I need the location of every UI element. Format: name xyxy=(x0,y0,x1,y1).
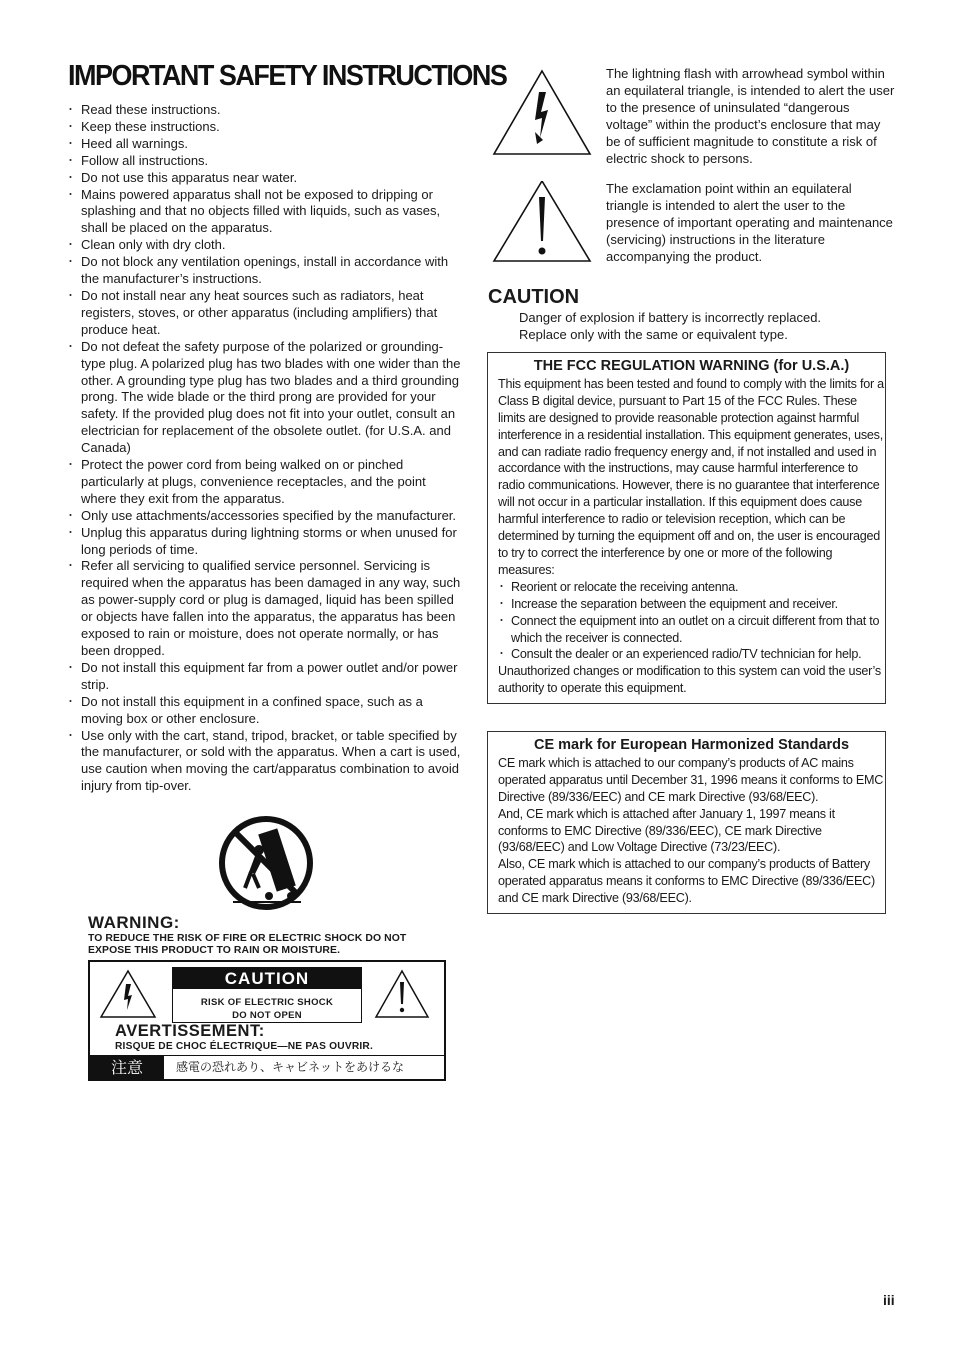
fcc-measure: ・ Consult the dealer or an experienced radio/TV technician for help. xyxy=(498,646,885,663)
instruction-item: ・ Do not install this equipment far from a power outlet and/or power strip. xyxy=(69,660,461,694)
fcc-warning-box xyxy=(487,352,886,704)
caution-line: Replace only with the same or equivalent type. xyxy=(519,327,788,342)
instruction-item: ・ Only use attachments/accessories specified by the manufacturer. xyxy=(69,508,461,525)
lightning-triangle-icon xyxy=(98,968,158,1020)
avertissement-text: RISQUE DE CHOC ÉLECTRIQUE—NE PAS OUVRIR. xyxy=(115,1041,373,1052)
warning-heading: WARNING: xyxy=(88,913,180,932)
caution-line: Danger of explosion if battery is incorrectly replaced. xyxy=(519,310,822,325)
caution-heading: CAUTION xyxy=(488,286,580,308)
instruction-item: ・ Refer all servicing to qualified service personnel. Servicing is required when the apparatus has been damaged in any way, such as power-supply cord or plug is damaged, liquid has been spilled or objects have fallen into the apparatus, the apparatus has been exposed to rain or moisture, does not operate normally, or has been dropped. xyxy=(69,558,461,659)
caution-label xyxy=(88,960,446,1081)
instruction-item: ・ Heed all warnings. xyxy=(69,136,461,153)
warning-block xyxy=(88,913,448,957)
ce-heading: CE mark for European Harmonized Standards xyxy=(533,737,850,753)
instruction-item: ・ Read these instructions. xyxy=(69,102,461,119)
instruction-item: ・ Do not install this equipment in a confined space, such as a moving box or other enclosure. xyxy=(69,694,461,728)
fcc-footer: Unauthorized changes or modification to this system can void the user’s authority to operate this equipment. xyxy=(498,664,881,696)
fcc-measure: ・ Connect the equipment into an outlet on a circuit different from that to which the receiver is connected. xyxy=(498,613,885,647)
ce-paragraph: Also, CE mark which is attached to our company’s products of Battery operated apparatus means it conforms to EMC Directive (89/336/EEC) and CE mark Directive (93/68/EEC). xyxy=(498,857,875,906)
cart-tipover-icon xyxy=(219,816,313,910)
page-number: iii xyxy=(883,1292,895,1308)
caution-badge xyxy=(172,967,362,1023)
fcc-body: This equipment has been tested and found to comply with the limits for a Class B digital device, pursuant to Part 15 of the FCC Rules. These limits are designed to provide reasonable protection against harmful interference in a residential installation. This equipment generates, uses, and can radiate radio frequency energy and, if not installed and used in accordance with the instructions, may cause harmful interference to radio communications. However, there is no guarantee that interference will not occur in a particular installation. If this equipment does cause harmful interference to radio or television reception, which can be determined by turning the equipment off and on, the user is encouraged to try to correct the interference by one or more of the following measures: xyxy=(498,376,884,577)
shock-line: DO NOT OPEN xyxy=(232,1010,302,1021)
ce-paragraph: And, CE mark which is attached after January 1, 1997 means it conforms to EMC Directive (89/336/EEC), CE mark Directive (93/68/EEC) and Low Voltage Directive (73/23/EEC). xyxy=(498,806,835,855)
avertissement-heading: AVERTISSEMENT: xyxy=(115,1022,265,1040)
warning-line: TO REDUCE THE RISK OF FIRE OR ELECTRIC SHOCK DO NOT xyxy=(88,933,407,944)
ce-mark-box xyxy=(487,731,886,914)
caution-text xyxy=(519,309,879,343)
fcc-measures-list xyxy=(498,579,885,664)
lightning-description: The lightning flash with arrowhead symbol within an equilateral triangle, is intended to alert the user to the presence of uninsulated “dangerous voltage” within the product’s enclosure that may be of sufficient magnitude to constitute a risk of electric shock to persons. xyxy=(606,66,895,166)
japanese-warning-row xyxy=(90,1055,444,1079)
instruction-item: ・ Do not defeat the safety purpose of the polarized or grounding-type plug. A polarized plug has two blades with one wider than the other. A grounding type plug has two blades and a third grounding prong. The wide blade or the third prong are provided for your safety. If the provided plug does not fit into your outlet, consult an electrician for replacement of the obsolete outlet. (for U.S.A. and Canada) xyxy=(69,339,461,457)
fcc-heading: THE FCC REGULATION WARNING (for U.S.A.) xyxy=(533,358,850,374)
lightning-symbol-block xyxy=(490,66,895,166)
lightning-triangle-icon xyxy=(490,66,594,158)
instruction-item: ・ Do not install near any heat sources such as radiators, heat registers, stoves, or other apparatus (including amplifiers) that produce heat. xyxy=(69,288,461,339)
instruction-item: ・ Keep these instructions. xyxy=(69,119,461,136)
warning-line: EXPOSE THIS PRODUCT TO RAIN OR MOISTURE. xyxy=(88,945,341,956)
safety-instructions-list xyxy=(69,102,461,795)
ce-paragraph: CE mark which is attached to our company’s products of AC mains operated apparatus until December 31, 1996 means it conforms to EMC Directive (89/336/EEC) and CE mark Directive (93/68/EEC). xyxy=(498,755,884,804)
caution-badge-title: CAUTION xyxy=(173,968,361,989)
japanese-text: 感電の恐れあり、キャビネットをあけるな xyxy=(176,1060,405,1074)
instruction-item: ・ Mains powered apparatus shall not be exposed to dripping or splashing and that no objects filled with liquids, such as vases, shall be placed on the apparatus. xyxy=(69,187,461,238)
page-title: IMPORTANT SAFETY INSTRUCTIONS xyxy=(68,60,507,92)
fcc-measure: ・ Increase the separation between the equipment and receiver. xyxy=(498,596,885,613)
instruction-item: ・ Clean only with dry cloth. xyxy=(69,237,461,254)
instruction-item: ・ Do not use this apparatus near water. xyxy=(69,170,461,187)
instruction-item: ・ Follow all instructions. xyxy=(69,153,461,170)
exclamation-triangle-icon xyxy=(490,181,594,265)
exclamation-triangle-icon xyxy=(374,968,430,1020)
exclamation-symbol-block xyxy=(490,181,892,271)
shock-text xyxy=(173,996,361,1022)
exclamation-description: The exclamation point within an equilateral triangle is intended to alert the user to the presence of important operating and maintenance (servicing) instructions in the literature accompanying the product. xyxy=(606,181,893,264)
japanese-label: 注意 xyxy=(90,1056,164,1079)
instruction-item: ・ Do not block any ventilation openings, install in accordance with the manufacturer’s instructions. xyxy=(69,254,461,288)
instruction-item: ・ Use only with the cart, stand, tripod, bracket, or table specified by the manufacturer, or sold with the apparatus. When a cart is used, use caution when moving the cart/apparatus combination to avoid injury from tip-over. xyxy=(69,728,461,796)
instruction-item: ・ Unplug this apparatus during lightning storms or when unused for long periods of time. xyxy=(69,525,461,559)
fcc-measure: ・ Reorient or relocate the receiving antenna. xyxy=(498,579,885,596)
instruction-item: ・ Protect the power cord from being walked on or pinched particularly at plugs, convenience receptacles, and the point where they exit from the apparatus. xyxy=(69,457,461,508)
shock-line: RISK OF ELECTRIC SHOCK xyxy=(200,997,334,1008)
